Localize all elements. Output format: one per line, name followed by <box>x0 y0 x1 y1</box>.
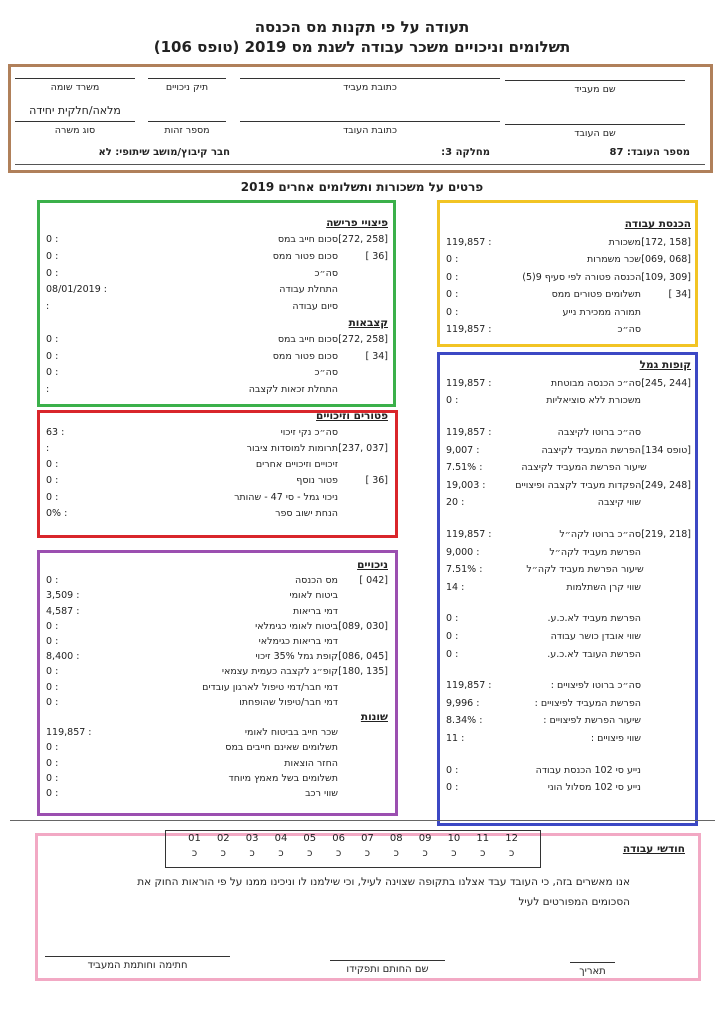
field-code: [245, 244] <box>641 377 691 389</box>
field-label: שווי אובדן כושר עבודה <box>550 631 641 643</box>
field-label: סה״כ ברוטו לקה״ל <box>559 529 641 541</box>
divider <box>10 820 715 821</box>
employee-number: מספר העובד: 87 <box>609 147 690 158</box>
list-item <box>446 610 691 628</box>
form-title: תעודה על פי תקנות מס הכנסה <box>254 18 470 36</box>
field-label: קופ״ג לקצבה כעמית עצמאי <box>221 666 338 678</box>
field-value: 119,857 : <box>446 324 492 336</box>
field-value: 119,857 : <box>46 727 92 739</box>
field-value: 0 : <box>46 787 59 799</box>
field-value: 0 : <box>446 254 459 266</box>
month-mark: כ <box>307 848 313 859</box>
field-code: [ 36] <box>365 250 388 262</box>
field-code: [טופס 134] <box>641 444 691 456</box>
month-column <box>419 831 432 867</box>
list-item <box>46 381 388 398</box>
month-mark: כ <box>278 848 284 859</box>
employer-name-field <box>505 80 685 95</box>
field-value: 0 : <box>46 367 59 379</box>
field-label: הפרשת המעביד לפיצויים : <box>534 697 641 709</box>
employer-address-label: כתובת מעביד <box>343 82 397 93</box>
month-number: 04 <box>274 833 288 844</box>
field-label: קופת גמל 35% זיכוי <box>255 651 338 663</box>
field-value: : <box>46 383 50 395</box>
field-label: פטור נוסף <box>296 475 338 487</box>
employer-signature-field[interactable] <box>45 956 230 971</box>
field-code: [180, 135] <box>338 666 388 678</box>
month-column <box>505 831 518 867</box>
spacer <box>446 596 691 610</box>
list-item <box>446 251 691 269</box>
field-label: תשלומים פטורים ממס <box>551 289 641 301</box>
field-label: תשלומים בשל מאמץ מיוחד <box>228 772 338 784</box>
field-label: שווי קיצבה <box>597 497 641 509</box>
field-label: הכנסה פטורה לפי סעיף 9(5) <box>522 271 642 283</box>
field-value: 19,003 : <box>446 479 486 491</box>
list-item <box>46 281 388 298</box>
field-value: 0 : <box>46 757 59 769</box>
field-label: תרומות למוסדות ציבור <box>246 442 338 454</box>
section-heading: קצבאות <box>348 316 388 329</box>
field-code: [109, 309] <box>641 271 691 283</box>
list-item <box>46 424 388 440</box>
month-number: 08 <box>389 833 403 844</box>
kibbutz-member: חבר קיבוץ/מושב שיתופי: לא <box>98 147 230 158</box>
field-value: : <box>46 300 50 312</box>
severance-section <box>46 215 388 398</box>
field-label: שכר משמרות <box>587 254 641 266</box>
date-field[interactable] <box>570 962 615 977</box>
spacer <box>446 663 691 677</box>
list-item <box>46 649 388 664</box>
field-code: [ 36] <box>365 475 388 487</box>
section-heading: פטורים וזיכויים <box>316 410 388 422</box>
list-item <box>446 712 691 730</box>
field-label: התחלת זכאות לקצבה <box>248 383 338 395</box>
field-label: הפרשת המעביד לקיצבה <box>541 444 641 456</box>
field-value: 0 : <box>46 250 59 262</box>
list-item <box>446 392 691 410</box>
field-value: 0 : <box>446 613 459 625</box>
field-value: 8.34% : <box>446 715 483 727</box>
month-mark: כ <box>508 848 515 859</box>
list-item <box>46 771 388 786</box>
employee-name-field <box>505 124 685 139</box>
field-value: 119,857 : <box>446 529 492 541</box>
field-code: [069, 068] <box>641 254 691 266</box>
field-label: הפרשת העובד לא.כ.ע. <box>547 648 641 660</box>
employee-name-label: שם העובד <box>574 128 616 139</box>
field-code: [219, 218] <box>641 529 691 541</box>
declaration-line: הסכומים המפורטים לעיל <box>518 896 630 908</box>
field-code: [ 34] <box>365 350 388 362</box>
field-value: 11 : <box>446 732 465 744</box>
field-label: דמי בריאות כגימלאי <box>258 636 338 648</box>
field-label: הפרשת מעביד לקה״ל <box>549 546 641 558</box>
list-item <box>46 725 388 740</box>
list-item <box>446 286 691 304</box>
field-label: דמי חבר/טיפול שהופחתו <box>239 696 338 708</box>
field-label: סה״כ <box>314 267 338 279</box>
field-code: [272, 258] <box>338 234 388 246</box>
list-item <box>46 695 388 710</box>
field-label: סכום חייב במס <box>277 234 338 246</box>
list-item <box>446 477 691 495</box>
job-type-field <box>15 121 135 136</box>
month-column <box>303 831 316 867</box>
list-item <box>446 579 691 597</box>
list-item <box>46 298 388 315</box>
id-number-field <box>148 121 226 136</box>
month-number: 06 <box>332 833 345 844</box>
field-label: סכום חייב במס <box>277 333 338 345</box>
field-label: ביטוח לאומי <box>289 590 338 602</box>
field-value: 0 : <box>446 648 459 660</box>
list-item <box>446 761 691 779</box>
work-income-section <box>446 216 691 339</box>
field-code: [237, 037] <box>338 442 388 454</box>
field-value: 0 : <box>446 764 459 776</box>
field-value: 7.51% : <box>446 564 483 576</box>
field-value: 3,509 : <box>46 590 80 602</box>
field-label: שיעור הפרשת המעביד לקיצבה <box>521 462 647 474</box>
list-item <box>446 459 691 477</box>
month-mark: כ <box>422 848 428 859</box>
field-label: סה״כ ברוטו לפיצויים : <box>550 680 641 692</box>
section-title: פרטים על משכורות ותשלומים אחרים 2019 <box>240 180 484 194</box>
field-value: 9,007 : <box>446 444 480 456</box>
employee-address-field <box>240 121 500 136</box>
field-value: 0 : <box>46 475 59 487</box>
field-label: סכום פטור ממס <box>272 350 338 362</box>
field-value: : <box>46 442 50 454</box>
field-value: 0 : <box>446 289 459 301</box>
field-value: 0 : <box>46 636 59 648</box>
deductions-file-label: תיק ניכויים <box>165 82 209 93</box>
field-code: [272, 258] <box>338 333 388 345</box>
assessing-office-field <box>15 78 135 93</box>
field-label: תשלומים שאינם חייבים במס <box>225 742 338 754</box>
field-value: 14 : <box>446 581 465 593</box>
field-value: 9,996 : <box>446 697 480 709</box>
field-label: הפרשת מעביד לא.כ.ע. <box>547 613 641 625</box>
list-item <box>446 234 691 252</box>
field-value: 0 : <box>446 306 459 318</box>
month-number: 12 <box>505 833 518 844</box>
field-label: ביטוח לאומי כגימלאי <box>255 620 338 632</box>
field-code: [ 042] <box>359 575 388 587</box>
employer-name-label: שם מעביד <box>574 84 616 95</box>
field-label: שיעור הפרשת לפיצויים : <box>543 715 641 727</box>
list-item <box>446 321 691 339</box>
list-item <box>446 304 691 322</box>
field-label: נייע סי 102 מסלול הוני <box>547 782 641 794</box>
field-label: משכורת ללא סוציאליות <box>546 395 641 407</box>
month-number: 09 <box>418 833 432 844</box>
field-value: 63 : <box>46 426 65 438</box>
field-value: 0 : <box>46 575 59 587</box>
field-value: 0 : <box>46 620 59 632</box>
field-code: [172, 158] <box>641 236 691 248</box>
field-label: ניכוי גמל - סי 47 - שהותר <box>234 491 338 503</box>
list-item <box>46 364 388 381</box>
list-item <box>46 740 388 755</box>
signer-name-field[interactable] <box>330 960 445 975</box>
list-item <box>446 494 691 512</box>
field-value: 0 : <box>46 333 59 345</box>
list-item <box>446 543 691 561</box>
month-number: 02 <box>216 833 230 844</box>
list-item <box>446 269 691 287</box>
list-item <box>446 695 691 713</box>
work-months-heading: חודשי עבודה <box>622 843 685 855</box>
field-value: 4,587 : <box>46 605 80 617</box>
spacer <box>446 747 691 761</box>
list-item <box>446 677 691 695</box>
month-mark: כ <box>335 848 342 859</box>
list-item <box>46 505 388 521</box>
field-code: [086, 045] <box>338 651 388 663</box>
department: מחלקה 3: <box>441 147 490 158</box>
field-label: שווי רכב <box>305 787 338 799</box>
list-item <box>446 441 691 459</box>
spacer <box>446 410 691 424</box>
date-label: תאריך <box>579 966 606 977</box>
field-value: 119,857 : <box>446 427 492 439</box>
form-subtitle: תשלומים וניכויים משכר עבודה לשנת מס 2019 (טופס 106) <box>153 38 571 56</box>
field-value: 0 : <box>46 491 59 503</box>
divider <box>15 164 705 165</box>
field-label: זיכויים וזיכויים אחרים <box>255 459 338 471</box>
list-item <box>446 628 691 646</box>
month-mark: כ <box>364 848 371 859</box>
field-label: שכר חייב בביטוח לאומי <box>244 727 338 739</box>
field-value: 7.51% : <box>446 462 483 474</box>
field-code: [249, 248] <box>641 479 691 491</box>
list-item <box>446 645 691 663</box>
month-number: 11 <box>476 833 490 844</box>
field-label: נייע סי 102 הכנסת עבודה <box>535 764 641 776</box>
month-mark: כ <box>220 848 226 859</box>
list-item <box>446 526 691 544</box>
field-label: דמי חבר/דמי טיפול לארגון עובדים <box>202 681 338 693</box>
deductions-file-field <box>148 78 226 93</box>
job-type-value: מלאה/חלקית יחידה <box>29 104 121 117</box>
month-column <box>332 831 345 867</box>
field-value: 0 : <box>446 782 459 794</box>
field-label: שווי פיצויים : <box>590 732 641 744</box>
month-number: 05 <box>303 833 317 844</box>
employer-signature-label: חתימה וחותמת המעביד <box>87 960 188 971</box>
month-column <box>361 831 374 867</box>
field-label: הנחת ישוב ספר <box>275 507 338 519</box>
exemptions-section <box>46 408 388 521</box>
field-value: 119,857 : <box>446 377 492 389</box>
field-label: שיעור הפרשת מעביד לקה״ל <box>526 564 644 576</box>
work-months-table <box>165 830 541 868</box>
field-value: 0 : <box>46 234 59 246</box>
field-value: 8,400 : <box>46 651 80 663</box>
list-item <box>46 619 388 634</box>
list-item <box>446 779 691 797</box>
month-mark: כ <box>191 848 198 859</box>
assessing-office-label: משרד שומה <box>50 82 100 93</box>
employer-address-field <box>240 78 500 93</box>
field-label: סיום עבודה <box>292 300 338 312</box>
field-value: 119,857 : <box>446 236 492 248</box>
field-value: 20 : <box>446 497 465 509</box>
field-label: תמורה ממכירת נייע <box>562 306 641 318</box>
list-item <box>46 786 388 801</box>
list-item <box>46 634 388 649</box>
field-label: הפקדות מעביד לקצבה ופיצויים <box>515 479 642 491</box>
field-value: 0 : <box>46 681 59 693</box>
field-label: דמי בריאות <box>293 605 338 617</box>
list-item <box>446 375 691 393</box>
field-value: 0 : <box>446 271 459 283</box>
month-column <box>275 831 288 867</box>
month-number: 07 <box>361 833 374 844</box>
field-value: 08/01/2019 : <box>46 284 107 296</box>
month-column <box>448 831 461 867</box>
list-item <box>46 440 388 456</box>
job-type-label: סוג משרה <box>54 125 96 136</box>
month-column <box>246 831 259 867</box>
month-mark: כ <box>249 848 255 859</box>
month-column <box>390 831 403 867</box>
list-item <box>46 248 388 265</box>
month-column <box>217 831 230 867</box>
section-heading: הכנסת עבודה <box>624 218 691 230</box>
declaration-line: אנו מאשרים בזה, כי העובד עבד אצלנו בתקופה שצוינה לעיל, וכי שילמנו לו וניכינו ממנו על פי הוראות החוק את <box>137 876 630 888</box>
field-label: סה״כ ברוטו לקיצבה <box>557 427 641 439</box>
field-label: סה״כ הכנסה מבוטחת <box>550 377 641 389</box>
list-item <box>46 664 388 679</box>
list-item <box>46 573 388 588</box>
section-heading: קופות גמל <box>639 359 691 371</box>
field-label: סכום פטור ממס <box>272 250 338 262</box>
field-label: שווי קרן השתלמות <box>566 581 641 593</box>
section-heading: פיצויי פרישה <box>326 217 388 229</box>
list-item <box>46 473 388 489</box>
field-label: החזר הוצאות <box>284 757 338 769</box>
field-label: סה״כ <box>314 367 338 379</box>
month-number: 10 <box>447 833 461 844</box>
field-code: [ 34] <box>668 289 691 301</box>
field-value: 0 : <box>46 350 59 362</box>
field-value: 9,000 : <box>446 546 480 558</box>
list-item <box>46 755 388 770</box>
month-number: 01 <box>188 833 201 844</box>
field-label: סה״כ נקי זיכוי <box>280 426 338 438</box>
list-item <box>46 331 388 348</box>
employee-address-label: כתובת העובד <box>342 125 398 136</box>
list-item <box>446 561 691 579</box>
list-item <box>46 265 388 282</box>
list-item <box>46 604 388 619</box>
section-heading: ניכויים <box>357 559 388 571</box>
field-value: 0 : <box>46 742 59 754</box>
field-value: 0 : <box>446 631 459 643</box>
field-value: 0 : <box>46 696 59 708</box>
deductions-section <box>46 558 388 801</box>
list-item <box>46 489 388 505</box>
list-item <box>46 680 388 695</box>
field-value: 0 : <box>46 459 59 471</box>
signer-name-label: שם החותם ותפקידו <box>346 964 429 975</box>
field-label: התחלת עבודה <box>279 284 338 296</box>
month-column <box>188 831 201 867</box>
list-item <box>446 424 691 442</box>
list-item <box>46 348 388 365</box>
id-number-label: מספר זהות <box>164 125 210 136</box>
declaration-text <box>70 872 630 912</box>
field-value: 0 : <box>46 666 59 678</box>
month-mark: כ <box>480 848 486 859</box>
month-number: 03 <box>245 833 259 844</box>
list-item <box>46 232 388 249</box>
list-item <box>46 457 388 473</box>
field-code: [089, 030] <box>338 620 388 632</box>
month-mark: כ <box>393 848 399 859</box>
field-label: מס הכנסה <box>294 575 338 587</box>
field-value: 0 : <box>446 395 459 407</box>
list-item <box>446 730 691 748</box>
section-heading: שונות <box>360 710 388 723</box>
list-item <box>46 588 388 603</box>
field-label: סה״כ <box>617 324 641 336</box>
field-value: 0 : <box>46 772 59 784</box>
field-label: משכורת <box>608 236 641 248</box>
spacer <box>446 512 691 526</box>
field-value: 119,857 : <box>446 680 492 692</box>
month-mark: כ <box>451 848 457 859</box>
provident-funds-section <box>446 357 691 796</box>
month-column <box>476 831 489 867</box>
field-value: 0 : <box>46 267 59 279</box>
field-value: 0% : <box>46 507 68 519</box>
